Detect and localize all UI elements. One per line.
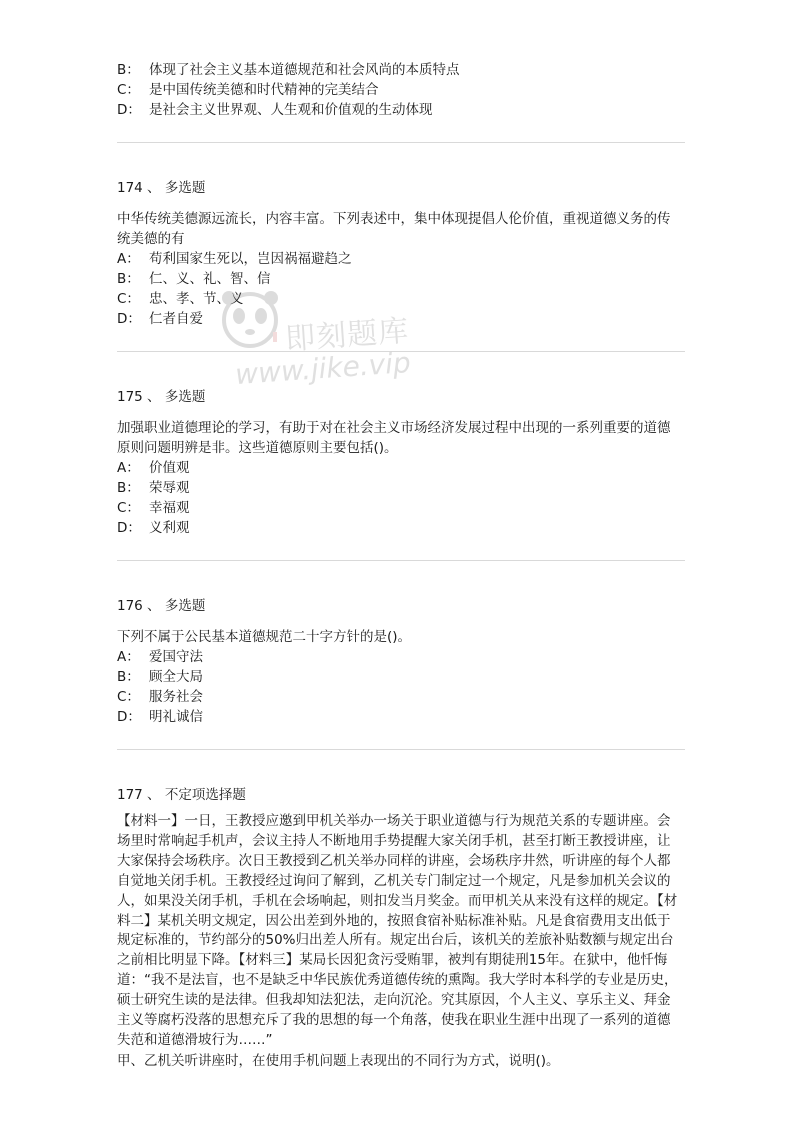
divider (117, 560, 685, 561)
option-b[interactable]: B： 仁、义、礼、智、信 (117, 271, 271, 287)
option-a[interactable]: A： 苟利国家生死以，岂因祸福避趋之 (117, 251, 352, 267)
option-b[interactable]: B： 荣辱观 (117, 480, 190, 496)
option-c[interactable]: C： 服务社会 (117, 689, 203, 705)
option-c[interactable]: C： 忠、孝、节、义 (117, 291, 244, 307)
divider (117, 749, 685, 750)
option-d[interactable]: D： 义利观 (117, 520, 190, 536)
question-header: 176 、 多选题 (117, 598, 206, 614)
question-177 (117, 785, 683, 1071)
question-173-options (117, 60, 683, 120)
option-b[interactable]: B： 顾全大局 (117, 669, 203, 685)
question-text: 甲、乙机关听讲座时，在使用手机问题上表现出的不同行为方式，说明()。 (117, 1052, 560, 1069)
question-text: 下列不属于公民基本道德规范二十字方针的是()。 (117, 629, 412, 645)
divider (117, 142, 685, 143)
question-175 (117, 387, 683, 538)
question-header: 177 、 不定项选择题 (117, 787, 246, 803)
question-text: 加强职业道德理论的学习，有助于对在社会主义市场经济发展过程中出现的一系列重要的道德原则问题明辨是非。这些道德原则主要包括()。 (117, 420, 671, 456)
watermark-brand: 即刻题库 (284, 313, 411, 358)
question-176 (117, 596, 683, 727)
option-a[interactable]: A： 价值观 (117, 460, 190, 476)
question-material: 【材料一】一日，王教授应邀到甲机关举办一场关于职业道德与行为规范关系的专题讲座。会场里时常响起手机声，会议主持人不断地用手势提醒大家关闭手机，甚至打断王教授讲座，让大家保持会场秩序。次日王教授到乙机关举办同样的讲座，会场秩序井然，听讲座的每个人都自觉地关闭手机。王教授经过询问了解到，乙机关专门制定过一个规定，凡是参加机关会议的人，如果没关闭手机，手机在会场响起，则扣发当月奖金。而甲机关从来没有这样的规定。【材料二】某机关明文规定，因公出差到外地的，按照食宿补贴标准补贴。凡是食宿费用支出低于规定标准的，节约部分的50%归出差人所有。规定出台后，该机关的差旅补贴数额与规定出台之前相比明显下降。【材料三】某局长因犯贪污受贿罪，被判有期徒刑15年。在狱中，他忏悔道：“我不是法盲，也不是缺乏中华民族优秀道德传统的熏陶。我大学时本科学的专业是历史，硕士研究生读的是法律。但我却知法犯法，走向沉沦。究其原因，个人主义、享乐主义、拜金主义等腐朽没落的思想充斥了我的思想的每一个角落，使我在职业生涯中出现了一系列的道德失范和道德滑坡行为……” (117, 813, 678, 1048)
option-c[interactable]: C： 幸福观 (117, 500, 190, 516)
option-d[interactable]: D： 明礼诚信 (117, 709, 203, 725)
option-d[interactable]: D： 仁者自爱 (117, 311, 203, 327)
question-header: 174 、 多选题 (117, 180, 206, 196)
question-174 (117, 178, 683, 329)
option-a[interactable]: A： 爱国守法 (117, 649, 203, 665)
option-d[interactable]: D： 是社会主义世界观、人生观和价值观的生动体现 (117, 102, 433, 118)
option-c[interactable]: C： 是中国传统美德和时代精神的完美结合 (117, 82, 379, 98)
divider (117, 351, 685, 352)
question-text: 中华传统美德源远流长，内容丰富。下列表述中，集中体现提倡人伦价值，重视道德义务的传统美德的有 (117, 211, 671, 247)
watermark-url: www.jike.vip (234, 345, 412, 392)
question-header: 175 、 多选题 (117, 389, 206, 405)
exam-page (117, 60, 683, 1071)
option-b[interactable]: B： 体现了社会主义基本道德规范和社会风尚的本质特点 (117, 62, 460, 78)
